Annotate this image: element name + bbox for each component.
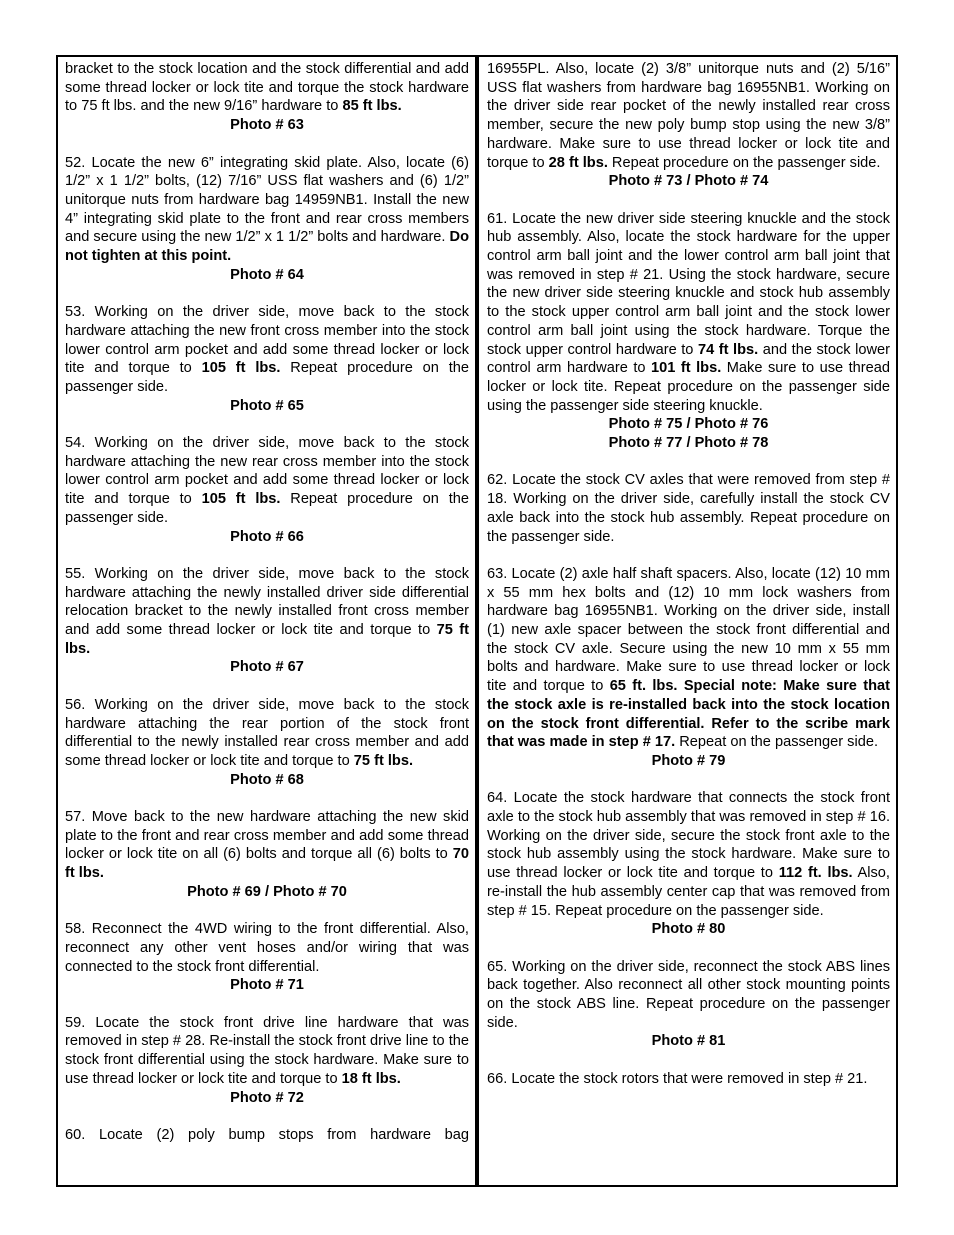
text-run: 61. Locate the new driver side steering knuckle and the stock hub assembly. Also, locate the stock hardware for the upper control arm ball joint and the lower control arm ball joint that was removed in step # 21. Using the stock hardware, secure the new driver side steering knuckle and stock hub assembly to the stock upper control arm ball joint and the stock lower control arm ball joint using the stock hardware. Torque the stock upper control hardware to xyxy=(487,210,890,358)
photo-reference: Photo # 73 / Photo # 74 xyxy=(608,173,769,190)
paragraph-gap xyxy=(487,939,890,958)
text-run: 53. Working on the driver side, move back to the stock hardware attaching the new front cross member into the stock lower control arm pocket and add some thread locker or lock tite and torque to xyxy=(65,304,469,377)
paragraph-gap xyxy=(65,902,469,921)
instruction-paragraph xyxy=(65,1126,469,1145)
text-run: 60. Locate (2) poly bump stops from hardware bag xyxy=(65,1126,469,1143)
photo-reference: Photo # 66 xyxy=(230,528,304,545)
text-run: 65. Working on the driver side, reconnect the stock ABS lines back together. Also reconnect all other stock mounting points on the stock ABS line. Repeat procedure on the passenger side. xyxy=(487,958,890,1031)
text-run: Repeat procedure on the passenger side. xyxy=(607,154,881,171)
instruction-paragraph xyxy=(65,60,469,116)
photo-reference: Photo # 63 xyxy=(230,117,304,134)
right-column xyxy=(479,57,896,1185)
photo-reference: Photo # 77 / Photo # 78 xyxy=(608,435,769,452)
bold-text: 28 ft lbs. xyxy=(548,154,608,171)
photo-reference: Photo # 79 xyxy=(651,752,726,769)
text-run: and the stock lower control arm hardware to xyxy=(487,341,890,377)
bold-text: 105 ft lbs. xyxy=(201,360,281,377)
text-run: Make sure to use thread locker or lock tite. Repeat procedure on the passenger side using the passenger side steering knuckle. xyxy=(487,360,890,414)
text-run: 52. Locate the new 6” integrating skid plate. Also, locate (6) 1/2” x 1 1/2” bolts, (12) 7/16” USS flat washers and (6) 1/2” unitorque nuts from hardware bag 14959NB1. Install the new 4” integrating skid plate to the front and rear cross members and secure using the new 1/2” x 1 1/2” bolts and hardware. xyxy=(65,154,469,246)
instruction-paragraph xyxy=(65,808,469,883)
photo-reference: Photo # 67 xyxy=(230,659,304,676)
text-run: 66. Locate the stock rotors that were removed in step # 21. xyxy=(487,1070,868,1087)
text-run: 64. Locate the stock hardware that connects the stock front axle to the stock hub assembly that was removed in step # 16. Working on the driver side, secure the stock front axle to the stock hub assembly using the stock hardware. Make sure to use thread locker or lock tite and torque to xyxy=(487,790,890,882)
bold-text: Do not tighten at this point. xyxy=(65,229,470,265)
paragraph-gap xyxy=(65,546,469,565)
text-run: 16955PL. Also, locate (2) 3/8” unitorque nuts and (2) 5/16” USS flat washers from hardware bag 16955NB1. Working on the driver side rear pocket of the newly installed rear cross member, secure the new poly bump stop using the new 3/8” hardware. Make sure to use thread locker or lock tite and torque to xyxy=(487,61,890,171)
bold-text: 112 ft. lbs. xyxy=(778,865,853,882)
instruction-paragraph xyxy=(487,958,890,1033)
paragraph-gap xyxy=(65,415,469,434)
text-run: 59. Locate the stock front drive line hardware that was removed in step # 28. Re-install the stock front drive line to the stock front differential using the stock hardware. Make sure to use thread locker or lock tite and torque to xyxy=(65,1014,469,1087)
paragraph-gap xyxy=(65,135,469,154)
text-run: 63. Locate (2) axle half shaft spacers. Also, locate (12) 10 mm x 55 mm hex bolts and (12) 10 mm lock washers from hardware bag 16955NB1. Working on the driver side, install (1) new axle spacer between the stock front differential and the stock CV axle. Secure using the new 10 mm x 55 mm bolts and hardware. Make sure to use thread locker or lock tite and torque to xyxy=(487,565,890,695)
instruction-paragraph xyxy=(65,1014,469,1089)
paragraph-gap xyxy=(487,1051,890,1070)
text-run: bracket to the stock location and the stock differential and add some thread locker or lock tite and torque the stock hardware to 75 ft lbs. and the new 9/16” hardware to xyxy=(65,61,469,115)
instruction-paragraph xyxy=(65,920,469,976)
photo-reference: Photo # 72 xyxy=(230,1089,304,1106)
photo-reference: Photo # 69 / Photo # 70 xyxy=(187,883,347,900)
text-run: 54. Working on the driver side, move back to the stock hardware attaching the new rear cross member into the stock lower control arm pocket and add some thread locker or lock tite and torque to xyxy=(65,435,469,508)
instruction-paragraph xyxy=(65,434,469,528)
photo-reference: Photo # 80 xyxy=(651,921,726,938)
text-run: Repeat on the passenger side. xyxy=(675,734,879,751)
paragraph-gap xyxy=(487,546,890,565)
instruction-paragraph xyxy=(65,696,469,771)
bold-text: 75 ft lbs. xyxy=(353,752,413,769)
photo-reference: Photo # 68 xyxy=(230,771,304,788)
photo-reference: Photo # 81 xyxy=(651,1033,726,1050)
instruction-paragraph xyxy=(65,154,469,266)
bold-text: 74 ft lbs. xyxy=(697,341,759,358)
paragraph-gap xyxy=(65,1107,469,1126)
left-column xyxy=(58,57,479,1185)
text-run: 58. Reconnect the 4WD wiring to the front differential. Also, reconnect any other vent hoses and/or wiring that was connected to the stock front differential. xyxy=(65,921,469,975)
bold-text: 65 ft. lbs. Special note: Make sure that the stock axle is re-installed back into the stock location on the stock front differential. Refer to the scribe mark that was made in step # 17. xyxy=(487,678,890,751)
text-run: 62. Locate the stock CV axles that were removed from step # 18. Working on the driver side, carefully install the stock CV axle back into the stock hub assembly. Repeat procedure on the passenger side. xyxy=(487,472,890,545)
paragraph-gap xyxy=(487,771,890,790)
text-run: Repeat procedure on the passenger side. xyxy=(65,491,470,526)
photo-reference: Photo # 64 xyxy=(230,266,304,283)
instruction-paragraph xyxy=(65,303,469,397)
instruction-paragraph xyxy=(487,471,890,546)
bold-text: 75 ft lbs. xyxy=(65,622,469,657)
bold-text: 85 ft lbs. xyxy=(342,98,402,115)
paragraph-gap xyxy=(65,284,469,303)
text-run: 57. Move back to the new hardware attaching the new skid plate to the front and rear cross member and add some thread locker or lock tite on all (6) bolts and torque all (6) bolts to xyxy=(65,809,469,863)
photo-reference: Photo # 75 / Photo # 76 xyxy=(608,416,769,433)
instruction-paragraph xyxy=(487,210,890,416)
text-run: Also, re-install the hub assembly center cap that was removed from step # 15. Repeat procedure on the passenger side. xyxy=(487,865,890,919)
instruction-paragraph xyxy=(487,60,890,172)
text-run: 56. Working on the driver side, move back to the stock hardware attaching the rear portion of the stock front differential to the newly installed rear cross member and add some thread locker or lock tite and torque to xyxy=(65,696,469,769)
photo-reference: Photo # 71 xyxy=(230,977,304,994)
photo-reference: Photo # 65 xyxy=(230,397,304,414)
bold-text: 101 ft lbs. xyxy=(651,360,722,377)
bold-text: 70 ft lbs. xyxy=(65,846,469,882)
instruction-paragraph xyxy=(65,565,469,659)
instruction-paragraph xyxy=(487,789,890,920)
instruction-paragraph xyxy=(487,1070,890,1089)
paragraph-gap xyxy=(65,995,469,1014)
paragraph-gap xyxy=(487,453,890,472)
text-run: 55. Working on the driver side, move back to the stock hardware attaching the newly installed driver side differential relocation bracket to the newly installed front cross member and add some thread locker or lock tite and torque to xyxy=(65,565,469,639)
paragraph-gap xyxy=(65,789,469,808)
paragraph-gap xyxy=(487,191,890,210)
paragraph-gap xyxy=(65,677,469,696)
text-run: Repeat procedure on the passenger side. xyxy=(65,360,470,395)
bold-text: 18 ft lbs. xyxy=(341,1070,401,1087)
instruction-paragraph xyxy=(487,565,890,752)
page-frame xyxy=(56,55,898,1187)
bold-text: 105 ft lbs. xyxy=(201,491,281,508)
